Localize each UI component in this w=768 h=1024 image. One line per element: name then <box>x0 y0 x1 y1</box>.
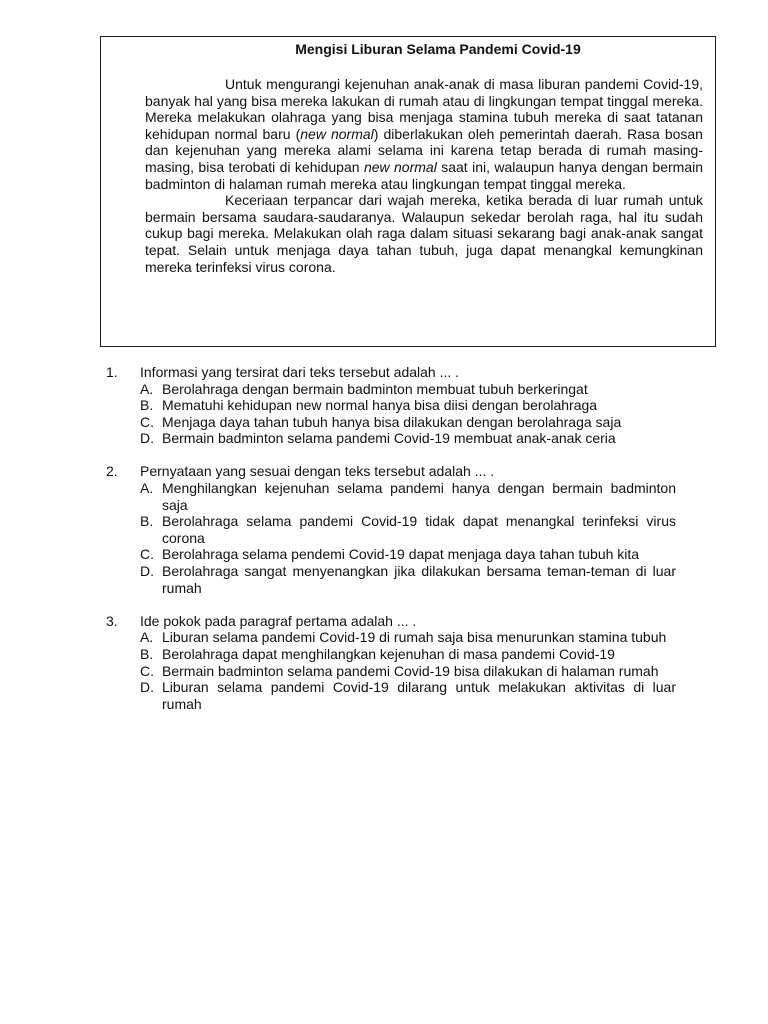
option-letter: A. <box>140 480 154 497</box>
option-text: Liburan selama pandemi Covid-19 di rumah saja bisa menurunkan stamina tubuh <box>162 629 667 646</box>
option-letter: D. <box>140 679 154 696</box>
option-text: Berolahraga selama pendemi Covid-19 dapat menjaga daya tahan tubuh kita <box>162 546 640 563</box>
question-text: Pernyataan yang sesuai dengan teks tersebut adalah ... . <box>140 463 495 480</box>
passage-title: Mengisi Liburan Selama Pandemi Covid-19 <box>295 41 581 57</box>
option-letter: A. <box>140 629 154 646</box>
question-3 <box>106 613 676 713</box>
option-a[interactable] <box>106 629 676 646</box>
reading-passage-box <box>100 36 716 347</box>
option-b[interactable] <box>106 397 676 414</box>
passage-paragraph-1 <box>145 76 703 192</box>
question-text: Ide pokok pada paragraf pertama adalah ... . <box>140 612 417 629</box>
paragraph-1-italic-new-normal-1: new normal <box>300 125 374 142</box>
option-b[interactable] <box>106 646 676 663</box>
paragraph-1-italic-new-normal-2: new normal <box>363 158 437 175</box>
question-text: Informasi yang tersirat dari teks tersebut adalah ... . <box>140 364 460 380</box>
option-text: Berolahraga selama pandemi Covid-19 tidak dapat menangkal terinfeksi virus corona <box>162 513 676 546</box>
option-text: Berolahraga sangat menyenangkan jika dilakukan bersama teman-teman di luar rumah <box>162 563 676 596</box>
question-list <box>106 364 676 729</box>
option-letter: C. <box>140 662 154 679</box>
question-1 <box>106 364 676 447</box>
option-list <box>106 480 676 596</box>
option-b[interactable] <box>106 513 676 546</box>
option-a[interactable] <box>106 381 676 398</box>
option-letter: B. <box>140 645 154 662</box>
option-letter: D. <box>140 430 154 447</box>
option-d[interactable] <box>106 563 676 596</box>
option-d[interactable] <box>106 679 676 712</box>
option-letter: C. <box>140 546 154 563</box>
option-text: Mematuhi kehidupan new normal hanya bisa diisi dengan berolahraga <box>162 397 598 414</box>
option-text: Bermain badminton selama pandemi Covid-19 bisa dilakukan di halaman rumah <box>162 662 659 679</box>
passage-paragraph-2: Keceriaan terpancar dari wajah mereka, ketika berada di luar rumah untuk bermain bersama saudara-saudaranya. Walaupun sekedar berolah raga, hal itu sudah cukup bagi mereka. Melakukan olah raga dalam situasi sekarang bagi anak-anak sangat tepat. Selain untuk menjaga daya tahan tubuh, juga dapat menangkal kemungkinan mereka terinfeksi virus corona. <box>145 192 703 275</box>
option-letter: B. <box>140 397 154 414</box>
option-d[interactable] <box>106 430 676 447</box>
option-c[interactable] <box>106 663 676 680</box>
paragraph-1-text-b: ) diberlakukan oleh pemerintah daerah. Rasa bosan dan kejenuhan yang mereka alami selama ini karena tetap berada di rumah masing-masing, bisa terobati di kehidupan <box>145 125 703 175</box>
option-list <box>106 381 676 447</box>
option-c[interactable] <box>106 546 676 563</box>
option-letter: B. <box>140 513 154 530</box>
option-letter: C. <box>140 413 154 430</box>
option-text: Bermain badminton selama pandemi Covid-19 membuat anak-anak ceria <box>162 430 616 447</box>
question-stem <box>106 364 676 381</box>
question-number: 2. <box>106 463 118 480</box>
option-list <box>106 629 676 712</box>
option-letter: A. <box>140 380 154 397</box>
paragraph-1-text-a: Untuk mengurangi kejenuhan anak-anak di masa liburan pandemi Covid-19, banyak hal yang bisa mereka lakukan di rumah atau di lingkungan tempat tinggal mereka. Mereka melakukan olahraga yang bisa menjaga stamina tubuh mereka di saat tatanan kehidupan normal baru ( <box>145 76 703 142</box>
passage-body <box>145 76 703 275</box>
option-letter: D. <box>140 563 154 580</box>
paragraph-1-text-c: saat ini, walaupun hanya dengan bermain badminton di halaman rumah mereka atau lingkungan tempat tinggal mereka. <box>145 158 703 192</box>
option-a[interactable] <box>106 480 676 513</box>
option-text: Berolahraga dengan bermain badminton membuat tubuh berkeringat <box>162 380 588 397</box>
option-text: Menjaga daya tahan tubuh hanya bisa dilakukan dengan berolahraga saja <box>162 413 622 430</box>
option-text: Menghilangkan kejenuhan selama pandemi hanya dengan bermain badminton saja <box>162 480 676 513</box>
question-number: 1. <box>106 364 118 380</box>
question-stem <box>106 613 676 630</box>
question-number: 3. <box>106 612 118 629</box>
question-stem <box>106 463 676 480</box>
question-2 <box>106 463 676 596</box>
option-text: Berolahraga dapat menghilangkan kejenuhan di masa pandemi Covid-19 <box>162 645 615 662</box>
option-text: Liburan selama pandemi Covid-19 dilarang untuk melakukan aktivitas di luar rumah <box>162 679 676 712</box>
option-c[interactable] <box>106 414 676 431</box>
